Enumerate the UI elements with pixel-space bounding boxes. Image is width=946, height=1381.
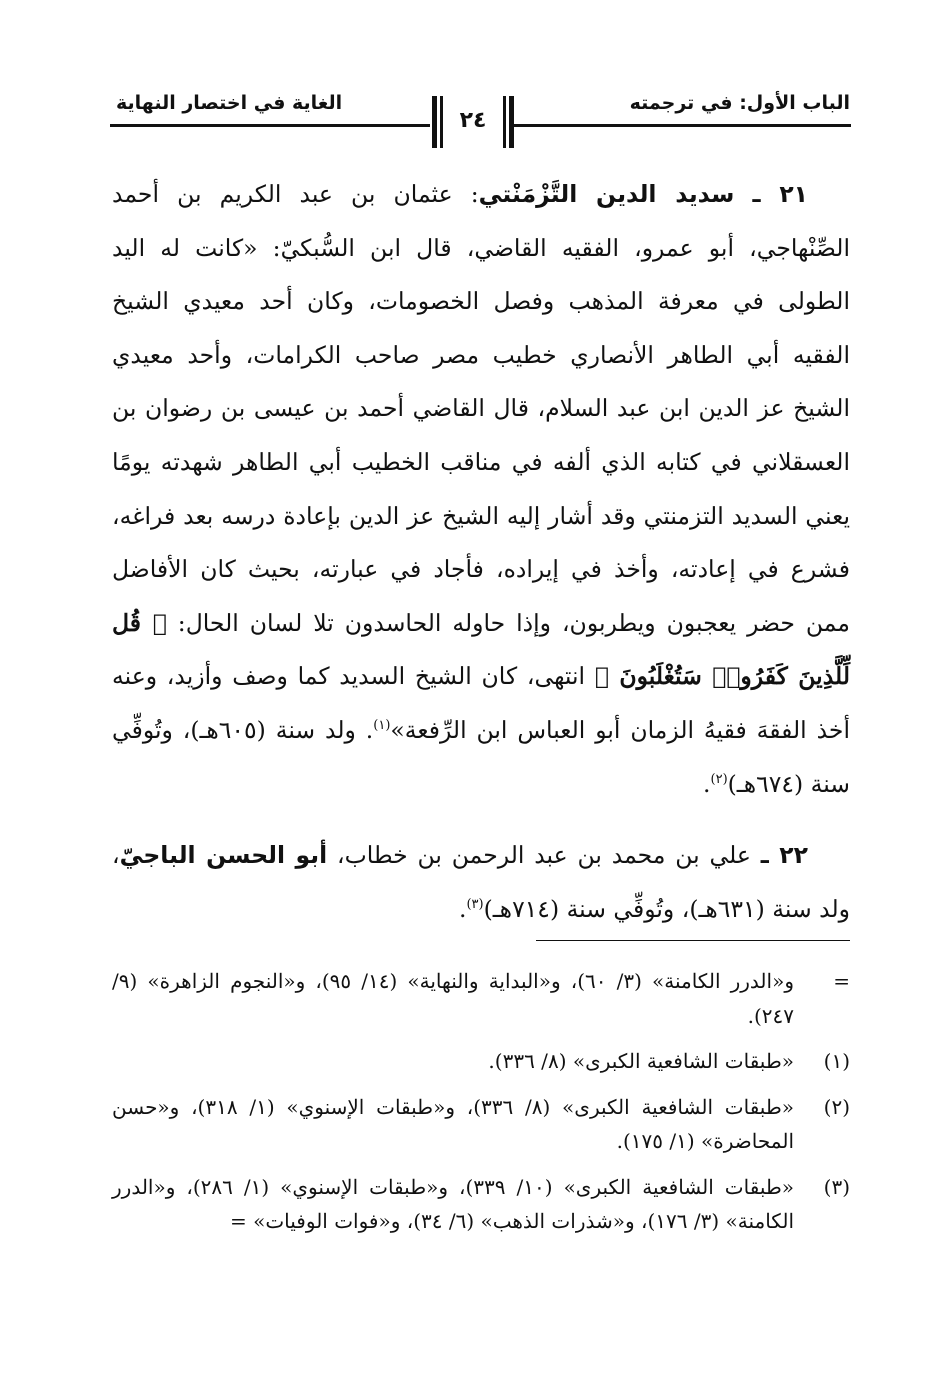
- page-number-frame: [432, 96, 514, 148]
- footnote-text: و«الدرر الكامنة» (٣/ ٦٠)، و«البداية والنهاية» (١٤/ ٩٥)، و«النجوم الزاهرة» (٩/ ٢٤٧).: [112, 969, 794, 1028]
- footnote-ref[interactable]: (٣): [466, 896, 484, 912]
- footnote-2: [112, 1090, 850, 1159]
- header-rule-left: [110, 124, 430, 127]
- quran-quote: ﴿ قُل لِّلَّذِينَ كَفَرُوا۟ سَتُغْلَبُونَ ﴾: [112, 608, 850, 691]
- footnote-continued: [112, 964, 850, 1033]
- entry-text: ، ولد سنة (٦٣١هـ)، وتُوفِّي سنة (٧١٤هـ): [112, 841, 850, 923]
- running-header-chapter: الباب الأول: في ترجمته: [629, 92, 850, 114]
- entry-22: [112, 829, 850, 936]
- header-rule-right: [512, 124, 851, 127]
- footnote-separator: [536, 940, 850, 941]
- entry-name: سديد الدين التَّزْمَنْتي: [478, 180, 735, 208]
- entry-name: أبو الحسن الباجيّ: [119, 841, 328, 870]
- footnotes: [112, 964, 850, 1250]
- entry-number: ٢٢ ـ: [760, 841, 808, 870]
- entry-text: .: [458, 894, 467, 923]
- entry-21: [112, 168, 850, 811]
- entry-text: : عثمان بن عبد الكريم بن أحمد الصِّنْهاجي، أبو عمرو، الفقيه القاضي، قال ابن السُّبكيّ: «كانت له اليد الطولى في معرفة المذهب وفصل الخصومات، وكان أحد معيدي الشيخ الفقيه أبي الطاهر الأنصاري خطيب مصر صاحب الكرامات، وأحد معيدي الشيخ عز الدين ابن عبد السلام، قال القاضي أحمد بن عيسى بن رضوان بن العسقلاني في كتابه الذي ألفه في مناقب الخطيب أبي الطاهر شهدته يومًا يعني السديد التزمنتي وقد أشار إليه الشيخ عز الدين بإعادة درسه بعد فراغه، فشرع في إعادته، وأخذ في إيراده، فأجاد في عبارته، بحيث كان الأفاضل ممن حضر يعجبون ويطربون، وإذا حاوله الحاسدون تلا لسان الحال:: [112, 180, 850, 637]
- footnote-mark: (١): [823, 1049, 850, 1073]
- entry-text: علي بن محمد بن عبد الرحمن بن خطاب،: [337, 841, 751, 870]
- footnote-ref[interactable]: (٢): [710, 771, 728, 787]
- footnote-ref[interactable]: (١): [373, 718, 391, 734]
- entry-number: ٢١ ـ: [752, 180, 808, 208]
- footnote-1: [112, 1044, 850, 1079]
- footnote-3: [112, 1170, 850, 1239]
- entry-text: . ولد سنة (٦٠٥هـ)، وتُوفِّي سنة (٦٧٤هـ): [112, 715, 850, 798]
- footnote-text: «طبقات الشافعية الكبرى» (٨/ ٣٣٦)، و«طبقات الإسنوي» (١/ ٣١٨)، و«حسن المحاضرة» (١/ ١٧٥).: [112, 1094, 794, 1153]
- footnote-text: «طبقات الشافعية الكبرى» (١٠/ ٣٣٩)، و«طبقات الإسنوي» (١/ ٢٨٦)، و«الدرر الكامنة» (٣/ ١٧٦)، و«شذرات الذهب» (٦/ ٣٤)، و«فوات الوفيات» =: [112, 1174, 795, 1233]
- footnote-mark: =: [833, 969, 850, 993]
- footnote-mark: (٣): [823, 1174, 850, 1199]
- entry-text: انتهى، كان الشيخ السديد كما وصف وأزيد، وعنه أخذ الفقهَ فقيهُ الزمان أبو العباس ابن الرِّفعة»: [112, 662, 850, 744]
- page-number: ٢٤: [459, 108, 487, 133]
- entry-text: .: [703, 769, 711, 798]
- footnote-text: «طبقات الشافعية الكبرى» (٨/ ٣٣٦).: [488, 1049, 794, 1073]
- main-text: [112, 168, 850, 936]
- running-header-book-title: الغاية في اختصار النهاية: [116, 92, 343, 114]
- footnote-mark: (٢): [823, 1094, 850, 1119]
